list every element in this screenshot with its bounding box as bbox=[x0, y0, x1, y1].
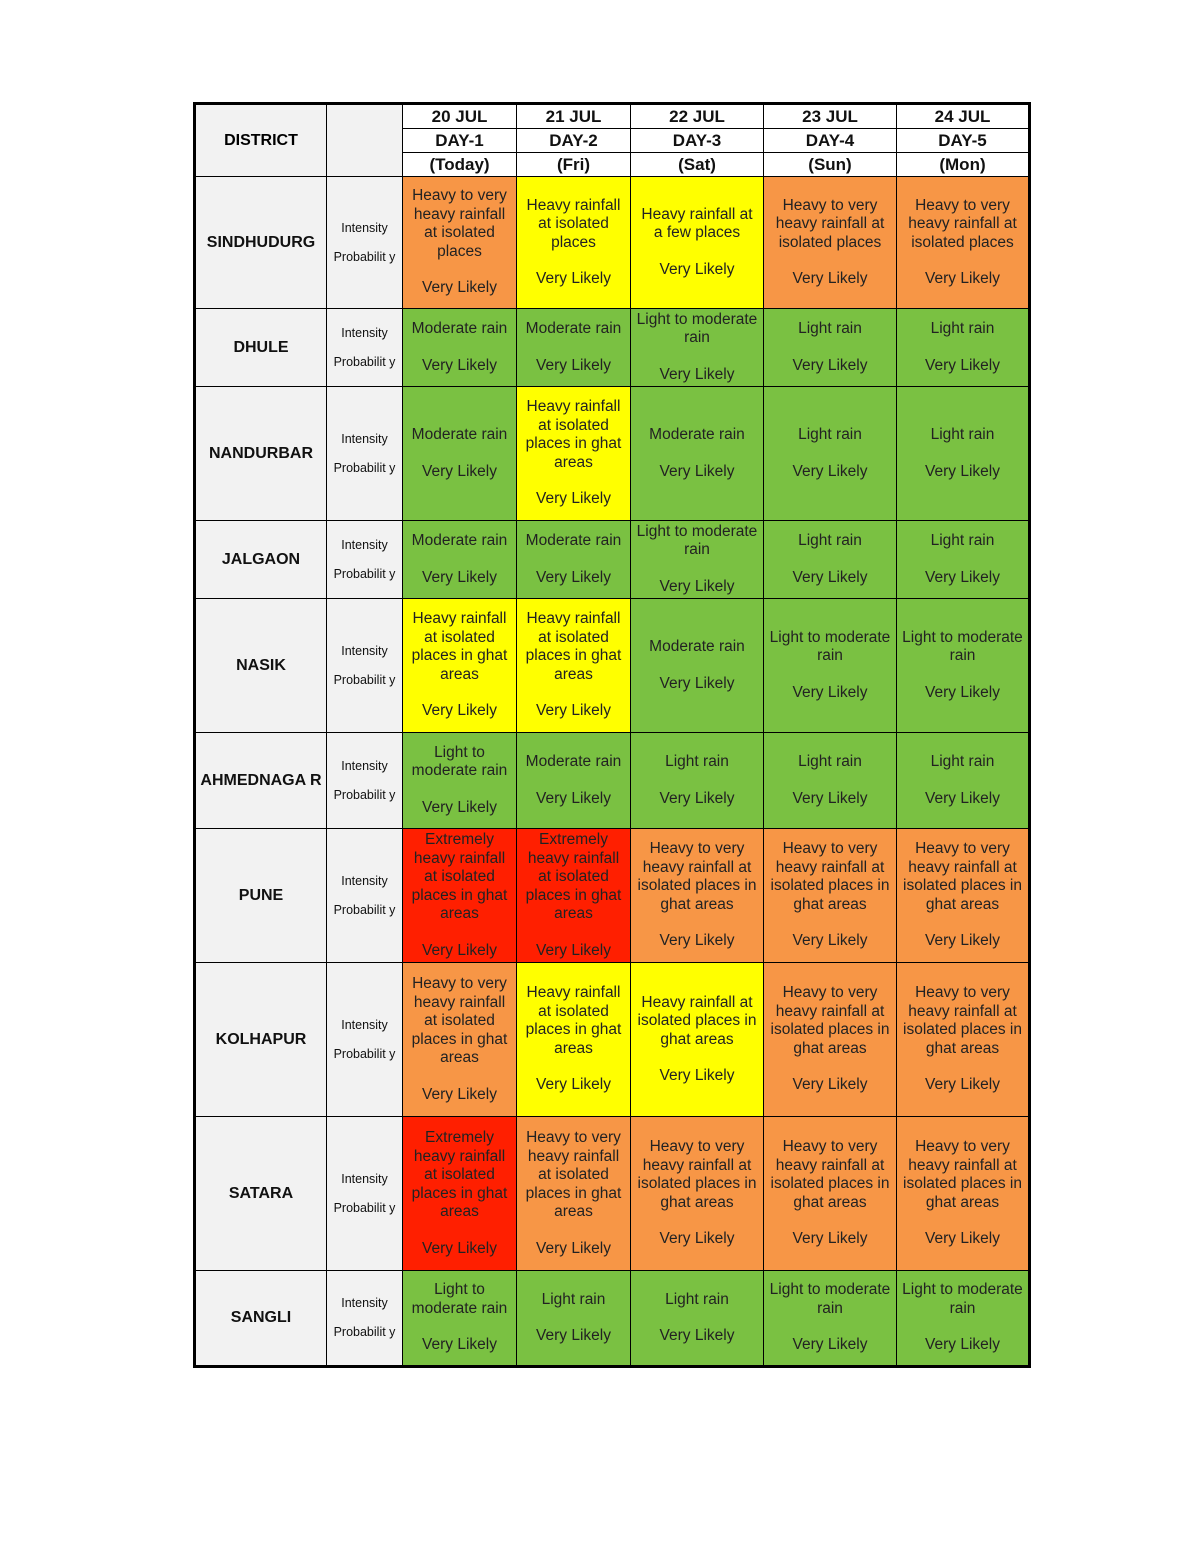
probability-text: Very Likely bbox=[536, 1076, 611, 1094]
probability-text: Very Likely bbox=[422, 462, 497, 480]
forecast-cell bbox=[764, 177, 897, 309]
probability-text: Very Likely bbox=[536, 490, 611, 508]
intensity-label: Intensity bbox=[341, 1017, 388, 1032]
probability-label: Probabilit y bbox=[333, 249, 396, 264]
forecast-cell bbox=[517, 599, 631, 733]
probability-text: Very Likely bbox=[659, 1230, 735, 1248]
intensity-text: Heavy rainfall at isolated places in ghat areas bbox=[637, 993, 757, 1048]
forecast-cell bbox=[764, 521, 897, 599]
row-labels bbox=[327, 521, 403, 599]
forecast-cell bbox=[764, 733, 897, 829]
forecast-table bbox=[193, 102, 1031, 1368]
district-name: KOLHAPUR bbox=[195, 963, 327, 1117]
probability-text: Very Likely bbox=[792, 1076, 868, 1094]
table-row bbox=[195, 829, 1030, 963]
intensity-text: Heavy to very heavy rainfall at isolated places in ghat areas bbox=[770, 1138, 890, 1211]
probability-text: Very Likely bbox=[659, 1067, 735, 1084]
weekday-header: (Today) bbox=[403, 153, 517, 177]
forecast-cell bbox=[517, 1271, 631, 1367]
intensity-text: Heavy to very heavy rainfall at isolated places bbox=[908, 196, 1017, 251]
intensity-text: Moderate rain bbox=[411, 532, 508, 549]
intensity-text: Light rain bbox=[930, 426, 995, 443]
table-row bbox=[195, 599, 1030, 733]
probability-text: Very Likely bbox=[536, 356, 611, 374]
forecast-cell bbox=[631, 177, 764, 309]
intensity-text: Heavy to very heavy rainfall at isolated places in ghat areas bbox=[525, 1129, 622, 1220]
intensity-text: Heavy rainfall at isolated places in ghat areas bbox=[525, 398, 622, 471]
intensity-text: Heavy to very heavy rainfall at isolated places in ghat areas bbox=[770, 984, 890, 1057]
forecast-cell bbox=[631, 1271, 764, 1367]
intensity-text: Moderate rain bbox=[411, 426, 508, 443]
probability-text: Very Likely bbox=[422, 702, 497, 720]
header-row-dates bbox=[195, 104, 1030, 129]
forecast-cell bbox=[897, 521, 1030, 599]
intensity-text: Light to moderate rain bbox=[769, 628, 891, 665]
day-header: DAY-4 bbox=[764, 129, 897, 153]
forecast-cell bbox=[631, 599, 764, 733]
intensity-text: Extremely heavy rainfall at isolated places in ghat areas bbox=[411, 831, 508, 922]
intensity-text: Light to moderate rain bbox=[636, 522, 758, 559]
forecast-cell bbox=[403, 963, 517, 1117]
forecast-cell bbox=[764, 387, 897, 521]
forecast-cell bbox=[403, 1271, 517, 1367]
date-header: 23 JUL bbox=[764, 104, 897, 129]
probability-text: Very Likely bbox=[925, 1230, 1000, 1248]
forecast-cell bbox=[764, 1271, 897, 1367]
intensity-text: Heavy rainfall at isolated places in ghat areas bbox=[525, 610, 622, 683]
probability-label: Probabilit y bbox=[333, 460, 396, 475]
probability-text: Very Likely bbox=[792, 462, 868, 480]
forecast-cell bbox=[764, 599, 897, 733]
table-row bbox=[195, 387, 1030, 521]
forecast-cell bbox=[403, 829, 517, 963]
forecast-cell bbox=[631, 521, 764, 599]
label-column-header bbox=[327, 104, 403, 177]
weekday-header: (Sat) bbox=[631, 153, 764, 177]
forecast-cell bbox=[403, 599, 517, 733]
forecast-cell bbox=[631, 963, 764, 1117]
weekday-header: (Fri) bbox=[517, 153, 631, 177]
intensity-text: Heavy rainfall at isolated places in ghat areas bbox=[411, 610, 508, 683]
table-row bbox=[195, 177, 1030, 309]
intensity-label: Intensity bbox=[341, 325, 388, 340]
forecast-cell bbox=[764, 963, 897, 1117]
day-header: DAY-3 bbox=[631, 129, 764, 153]
intensity-text: Light to moderate rain bbox=[411, 1281, 508, 1317]
intensity-text: Light rain bbox=[798, 426, 862, 443]
intensity-label: Intensity bbox=[341, 431, 388, 446]
probability-text: Very Likely bbox=[792, 932, 868, 950]
forecast-cell bbox=[897, 387, 1030, 521]
probability-text: Very Likely bbox=[659, 932, 735, 950]
intensity-text: Light rain bbox=[930, 753, 995, 770]
probability-text: Very Likely bbox=[422, 1239, 497, 1257]
district-column-header: DISTRICT bbox=[195, 104, 327, 177]
intensity-text: Moderate rain bbox=[411, 320, 508, 337]
district-name: PUNE bbox=[195, 829, 327, 963]
intensity-text: Heavy to very heavy rainfall at isolated places in ghat areas bbox=[903, 840, 1022, 913]
probability-text: Very Likely bbox=[659, 789, 735, 807]
intensity-text: Light rain bbox=[665, 753, 729, 770]
probability-text: Very Likely bbox=[659, 462, 735, 480]
probability-text: Very Likely bbox=[925, 270, 1000, 287]
forecast-cell bbox=[897, 1271, 1030, 1367]
probability-text: Very Likely bbox=[925, 1336, 1000, 1354]
intensity-label: Intensity bbox=[341, 537, 388, 552]
intensity-text: Light rain bbox=[665, 1290, 729, 1308]
probability-text: Very Likely bbox=[422, 798, 497, 816]
date-header: 24 JUL bbox=[897, 104, 1030, 129]
probability-text: Very Likely bbox=[925, 932, 1000, 950]
table-row bbox=[195, 309, 1030, 387]
forecast-cell bbox=[764, 1117, 897, 1271]
intensity-label: Intensity bbox=[341, 758, 388, 773]
probability-text: Very Likely bbox=[422, 356, 497, 374]
intensity-text: Light rain bbox=[798, 532, 862, 549]
forecast-cell bbox=[897, 1117, 1030, 1271]
probability-text: Very Likely bbox=[792, 683, 868, 701]
probability-text: Very Likely bbox=[422, 941, 497, 959]
intensity-label: Intensity bbox=[341, 1296, 388, 1310]
intensity-text: Moderate rain bbox=[649, 426, 745, 443]
probability-text: Very Likely bbox=[792, 1230, 868, 1248]
intensity-text: Extremely heavy rainfall at isolated places in ghat areas bbox=[525, 831, 622, 922]
probability-text: Very Likely bbox=[536, 1327, 611, 1344]
probability-label: Probabilit y bbox=[333, 672, 396, 687]
day-header: DAY-1 bbox=[403, 129, 517, 153]
intensity-text: Heavy to very heavy rainfall at isolated places in ghat areas bbox=[637, 840, 757, 913]
district-name: DHULE bbox=[195, 309, 327, 387]
probability-text: Very Likely bbox=[659, 1327, 735, 1344]
forecast-cell bbox=[403, 1117, 517, 1271]
probability-text: Very Likely bbox=[536, 789, 611, 807]
forecast-cell bbox=[517, 387, 631, 521]
forecast-cell bbox=[517, 521, 631, 599]
intensity-text: Heavy rainfall at a few places bbox=[641, 205, 753, 242]
probability-text: Very Likely bbox=[925, 789, 1000, 807]
probability-label: Probabilit y bbox=[333, 1200, 396, 1215]
row-labels bbox=[327, 733, 403, 829]
intensity-text: Heavy to very heavy rainfall at isolated places in ghat areas bbox=[770, 840, 890, 913]
intensity-text: Heavy to very heavy rainfall at isolated places in ghat areas bbox=[411, 975, 508, 1066]
date-header: 22 JUL bbox=[631, 104, 764, 129]
row-labels bbox=[327, 599, 403, 733]
forecast-cell bbox=[897, 829, 1030, 963]
intensity-text: Heavy rainfall at isolated places bbox=[526, 196, 621, 251]
probability-text: Very Likely bbox=[659, 260, 735, 278]
row-labels bbox=[327, 309, 403, 387]
forecast-cell bbox=[897, 963, 1030, 1117]
probability-label: Probabilit y bbox=[333, 787, 396, 802]
district-name: NASIK bbox=[195, 599, 327, 733]
intensity-text: Light rain bbox=[541, 1290, 606, 1308]
forecast-cell bbox=[517, 309, 631, 387]
forecast-cell bbox=[517, 177, 631, 309]
district-name: JALGAON bbox=[195, 521, 327, 599]
forecast-cell bbox=[764, 829, 897, 963]
forecast-cell bbox=[517, 1117, 631, 1271]
row-labels bbox=[327, 963, 403, 1117]
probability-text: Very Likely bbox=[792, 568, 868, 586]
intensity-text: Heavy to very heavy rainfall at isolated places bbox=[775, 196, 885, 251]
intensity-text: Light rain bbox=[798, 320, 862, 337]
intensity-text: Heavy to very heavy rainfall at isolated places in ghat areas bbox=[637, 1138, 757, 1211]
weekday-header: (Mon) bbox=[897, 153, 1030, 177]
district-name: AHMEDNAGA R bbox=[195, 733, 327, 829]
intensity-label: Intensity bbox=[341, 643, 388, 658]
forecast-cell bbox=[631, 309, 764, 387]
probability-text: Very Likely bbox=[792, 789, 868, 807]
day-header: DAY-5 bbox=[897, 129, 1030, 153]
forecast-cell bbox=[403, 177, 517, 309]
probability-text: Very Likely bbox=[792, 1336, 868, 1354]
probability-text: Very Likely bbox=[659, 577, 735, 595]
forecast-cell bbox=[631, 733, 764, 829]
date-header: 20 JUL bbox=[403, 104, 517, 129]
forecast-cell bbox=[764, 309, 897, 387]
row-labels bbox=[327, 177, 403, 309]
table-row bbox=[195, 521, 1030, 599]
probability-text: Very Likely bbox=[422, 279, 497, 297]
forecast-cell bbox=[517, 829, 631, 963]
table-row bbox=[195, 1117, 1030, 1271]
row-labels bbox=[327, 1271, 403, 1367]
intensity-text: Moderate rain bbox=[525, 320, 622, 337]
probability-label: Probabilit y bbox=[333, 902, 396, 917]
probability-label: Probabilit y bbox=[333, 566, 396, 581]
intensity-text: Light to moderate rain bbox=[411, 743, 508, 780]
probability-text: Very Likely bbox=[792, 356, 868, 374]
probability-text: Very Likely bbox=[925, 462, 1000, 480]
intensity-text: Light rain bbox=[930, 320, 995, 337]
probability-text: Very Likely bbox=[925, 356, 1000, 374]
probability-text: Very Likely bbox=[925, 1076, 1000, 1094]
probability-text: Very Likely bbox=[659, 674, 735, 692]
forecast-body bbox=[195, 177, 1030, 1367]
intensity-text: Heavy to very heavy rainfall at isolated places in ghat areas bbox=[903, 984, 1022, 1057]
probability-text: Very Likely bbox=[422, 1085, 497, 1103]
intensity-text: Light rain bbox=[930, 532, 995, 549]
probability-text: Very Likely bbox=[536, 270, 611, 287]
probability-text: Very Likely bbox=[659, 365, 735, 383]
forecast-cell bbox=[517, 963, 631, 1117]
table-row bbox=[195, 1271, 1030, 1367]
intensity-text: Moderate rain bbox=[525, 532, 622, 549]
forecast-cell bbox=[897, 599, 1030, 733]
probability-label: Probabilit y bbox=[333, 1325, 396, 1339]
district-name: NANDURBAR bbox=[195, 387, 327, 521]
table-row bbox=[195, 963, 1030, 1117]
intensity-text: Heavy rainfall at isolated places in ghat areas bbox=[525, 984, 622, 1057]
forecast-cell bbox=[897, 177, 1030, 309]
date-header: 21 JUL bbox=[517, 104, 631, 129]
probability-label: Probabilit y bbox=[333, 354, 396, 369]
intensity-text: Moderate rain bbox=[649, 638, 745, 655]
forecast-cell bbox=[403, 521, 517, 599]
probability-text: Very Likely bbox=[536, 1239, 611, 1257]
probability-text: Very Likely bbox=[422, 1336, 497, 1354]
probability-text: Very Likely bbox=[422, 568, 497, 586]
intensity-label: Intensity bbox=[341, 220, 388, 235]
intensity-text: Light to moderate rain bbox=[902, 1281, 1023, 1317]
forecast-cell bbox=[631, 829, 764, 963]
forecast-cell bbox=[403, 309, 517, 387]
intensity-text: Light rain bbox=[798, 753, 862, 770]
row-labels bbox=[327, 1117, 403, 1271]
district-name: SANGLI bbox=[195, 1271, 327, 1367]
forecast-cell bbox=[403, 733, 517, 829]
probability-label: Probabilit y bbox=[333, 1046, 396, 1061]
forecast-cell bbox=[403, 387, 517, 521]
probability-text: Very Likely bbox=[536, 702, 611, 720]
intensity-text: Light to moderate rain bbox=[769, 1281, 891, 1317]
intensity-label: Intensity bbox=[341, 873, 388, 888]
probability-text: Very Likely bbox=[536, 941, 611, 959]
intensity-text: Light to moderate rain bbox=[636, 310, 758, 347]
probability-text: Very Likely bbox=[925, 568, 1000, 586]
intensity-text: Moderate rain bbox=[525, 753, 622, 770]
row-labels bbox=[327, 829, 403, 963]
forecast-cell bbox=[631, 387, 764, 521]
forecast-cell bbox=[517, 733, 631, 829]
intensity-label: Intensity bbox=[341, 1171, 388, 1186]
district-name: SATARA bbox=[195, 1117, 327, 1271]
intensity-text: Light to moderate rain bbox=[902, 628, 1023, 665]
probability-text: Very Likely bbox=[792, 270, 868, 287]
forecast-cell bbox=[631, 1117, 764, 1271]
probability-text: Very Likely bbox=[925, 683, 1000, 701]
probability-text: Very Likely bbox=[536, 568, 611, 586]
weekday-header: (Sun) bbox=[764, 153, 897, 177]
district-name: SINDHUDURG bbox=[195, 177, 327, 309]
row-labels bbox=[327, 387, 403, 521]
intensity-text: Extremely heavy rainfall at isolated places in ghat areas bbox=[411, 1129, 508, 1220]
day-header: DAY-2 bbox=[517, 129, 631, 153]
table-row bbox=[195, 733, 1030, 829]
forecast-cell bbox=[897, 309, 1030, 387]
forecast-cell bbox=[897, 733, 1030, 829]
intensity-text: Heavy to very heavy rainfall at isolated places in ghat areas bbox=[903, 1138, 1022, 1211]
intensity-text: Heavy to very heavy rainfall at isolated places bbox=[412, 187, 507, 260]
